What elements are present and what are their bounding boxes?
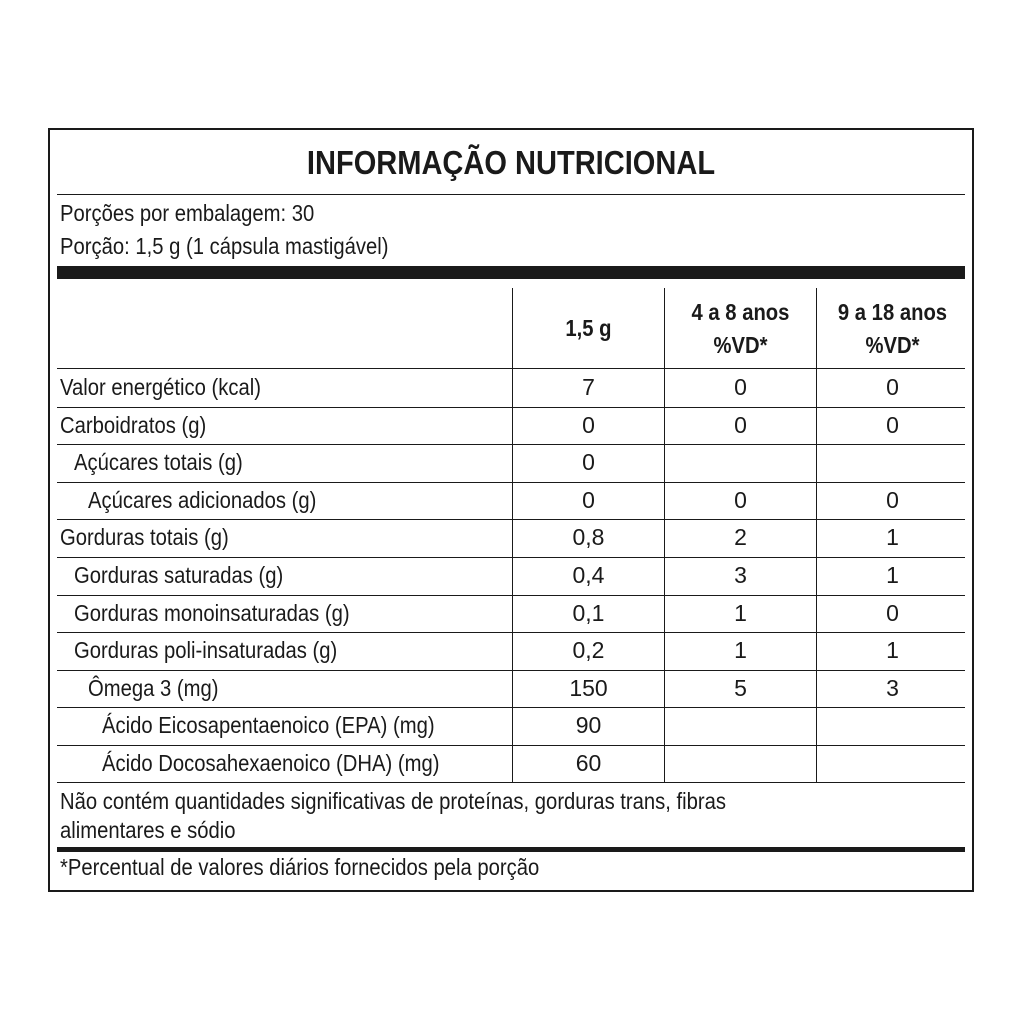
cell-amount: 0 [582, 486, 595, 513]
cell-amount: 0,2 [572, 637, 605, 664]
cell-amount: 7 [582, 374, 595, 400]
cell-amount: 0,1 [572, 599, 605, 626]
nutrient-label: Açúcares adicionados (g) [88, 486, 317, 513]
cell-amount: 0 [582, 411, 595, 438]
cell-vd-4-8: 2 [734, 524, 747, 551]
nutrient-label: Ácido Docosahexaenoico (DHA) (mg) [102, 750, 440, 776]
cell-vd-4-8: 3 [734, 562, 747, 588]
cell-vd-4-8: 0 [734, 411, 747, 438]
nutrient-label: Ácido Eicosapentaenoico (EPA) (mg) [102, 712, 435, 739]
title-divider [57, 194, 965, 195]
cell-vd-9-18: 0 [886, 486, 899, 513]
nutrient-label: Gorduras poli-insaturadas (g) [74, 637, 338, 664]
header-age-9-18: 9 a 18 anos %VD* [837, 299, 948, 358]
cell-vd-9-18: 0 [886, 411, 899, 438]
cell-amount: 150 [569, 674, 608, 701]
nutrient-label: Gorduras monoinsaturadas (g) [74, 599, 350, 626]
cell-amount: 0 [582, 449, 595, 476]
thick-divider-top [57, 266, 965, 279]
cell-vd-4-8: 0 [734, 486, 747, 513]
daily-value-footnote: *Percentual de valores diários fornecidos pela porção [60, 854, 540, 880]
cell-vd-9-18: 0 [886, 599, 899, 626]
nutrient-label: Ômega 3 (mg) [88, 674, 219, 701]
header-age-4-8: 4 a 8 anos %VD* [691, 299, 790, 358]
cell-amount: 90 [575, 712, 602, 739]
cell-vd-4-8: 5 [734, 674, 747, 701]
cell-amount: 0,4 [572, 562, 605, 588]
cell-vd-4-8: 0 [734, 374, 747, 400]
label-title: INFORMAÇÃO NUTRICIONAL [306, 144, 716, 181]
cell-vd-9-18: 1 [886, 637, 899, 664]
serving-size: Porção: 1,5 g (1 cápsula mastigável) [60, 233, 389, 259]
nutrition-facts-label [48, 128, 974, 892]
cell-amount: 0,8 [572, 524, 605, 551]
nutrient-label: Valor energético (kcal) [60, 374, 261, 400]
header-amount: 1,5 g [565, 315, 612, 341]
nutrient-label: Açúcares totais (g) [74, 449, 243, 476]
thick-divider-bottom [57, 847, 965, 852]
servings-per-package: Porções por embalagem: 30 [60, 200, 315, 226]
cell-amount: 60 [575, 750, 602, 776]
footnote-line-1: Não contém quantidades significativas de proteínas, gorduras trans, fibras [60, 788, 727, 814]
cell-vd-4-8: 1 [734, 599, 747, 626]
footnote-line-2: alimentares e sódio [60, 817, 236, 843]
cell-vd-9-18: 3 [886, 674, 899, 701]
cell-vd-9-18: 1 [886, 524, 899, 551]
nutrient-label: Gorduras saturadas (g) [74, 562, 284, 588]
nutrient-label: Gorduras totais (g) [60, 524, 229, 551]
cell-vd-9-18: 0 [886, 374, 899, 400]
cell-vd-9-18: 1 [886, 562, 899, 588]
cell-vd-4-8: 1 [734, 637, 747, 664]
table-bottom-divider [57, 782, 965, 783]
nutrient-label: Carboidratos (g) [60, 411, 207, 438]
